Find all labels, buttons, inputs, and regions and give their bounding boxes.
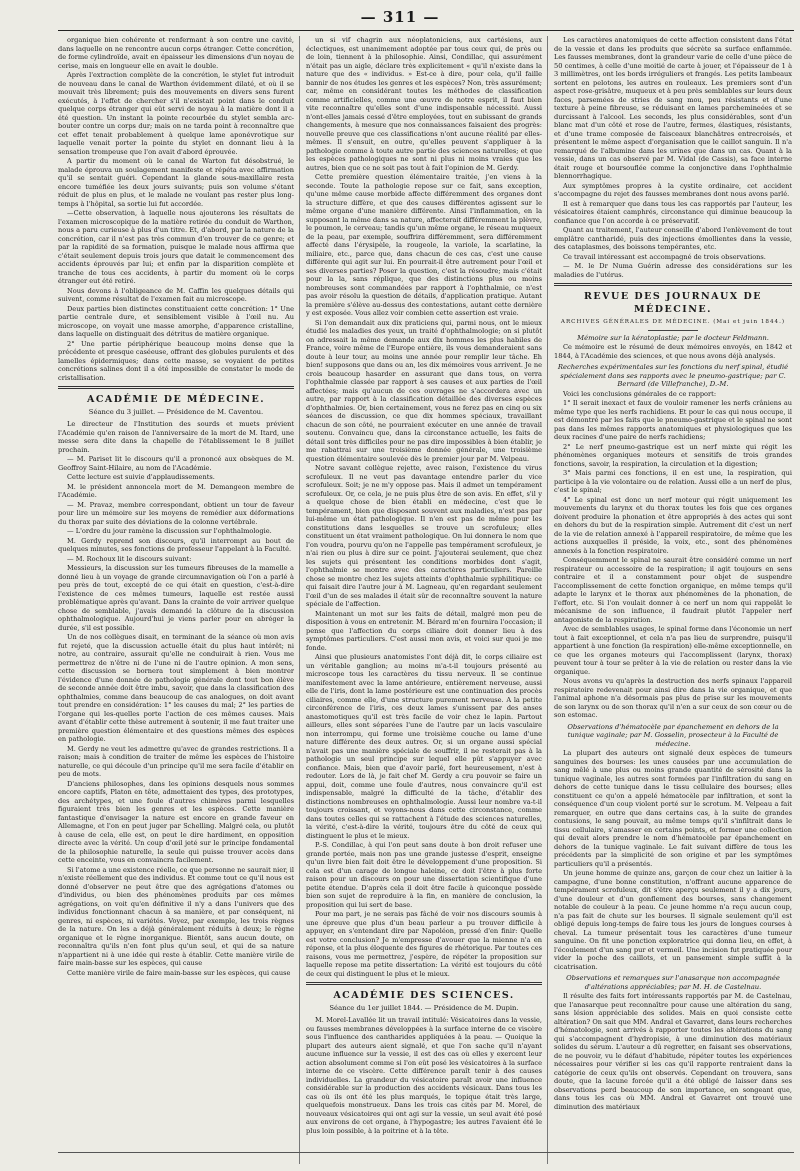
column-3-paragraphs-4 — [554, 749, 792, 971]
section-title: ACADÉMIE DES SCIENCES. — [333, 990, 515, 1001]
paragraph: un si vif chagrin aux néoplatoniciens, aux cartésiens, aux éclectiques, est unanimement adoptée par tous ceux qui, de près ou de loin, tiennent à la philosophie. Ainsi, Condillac, qui assurément n'était pas un aigle, déclare très explicitement « qu'il n'existe dans la nature que des « individus. » Est-ce à dire, pour cela, qu'il faille bannir de nos études les genres et les espèces? Non, très assurément; car, même en considérant toutes les méthodes de classification comme artificielles, comme une œuvre de notre esprit, il faut bien vite reconnaître qu'elles sont d'une indispensable nécessité. Aussi n'ont-elles jamais cessé d'être employées, tout en subissant de grands changements, à mesure que nos connaissances faisaient des progrès: nouvelle preuve que ces classifications n'ont aucune réalité par elles-mêmes. Il s'ensuit, en outre, qu'elles peuvent s'appliquer à la pathologie comme à toute autre partie des sciences naturelles; et que les espèces pathologiques ne sont ni plus ni moins vraies que les autres, bien que ce ne soit pas tout à fait l'opinion de M. Gerdy. — [306, 36, 542, 172]
paragraph: Nous avons vu qu'après la destruction des nerfs spinaux l'appareil respiratoire redevenait pour ainsi dire dans la vie organique, et que l'animal aphone n'a désormais pas plus de prise sur les mouvements de son larynx ou de son thorax qu'il n'en a sur ceux de son cœur ou de son estomac. — [554, 677, 792, 719]
paragraph: Un jeune homme de quinze ans, garçon de cour chez un laitier à la campagne, d'une bonne constitution, n'offrant aucune apparence de tempérament scrofuleux, dit s'être aperçu seulement il y a dix jours, d'une douleur et d'un gonflement des bourses, sans changement notable de couleur à la peau. Ce jeune homme n'a reçu aucun coup, n'a pas fait de chute sur les bourses. Il signale seulement qu'il est obligé depuis long-temps de faire tous les jours de longues courses à cheval. La tumeur présentait tous les caractères d'une tumeur sanguine. On fit une ponction exploratrice qui donna lieu, en effet, à l'écoulement d'un sang pur et vermeil. Une incision fut pratiquée pour vider la poche des caillots, et un pansement simple suffit à la cicatrisation. — [554, 869, 792, 971]
section-subtitle: Séance du 3 juillet. — Présidence de M. Caventou. — [88, 408, 264, 416]
column-2-paragraphs-2 — [306, 1016, 542, 1135]
paragraph: La plupart des auteurs ont signalé deux espèces de tumeurs sanguines des bourses: les unes causées par une accumulation de sang mêlé à une plus ou moins grande quantité de sérosité dans la tunique vaginale, les autres sont formées par l'infiltration du sang en dehors de cette tunique dans le tissu cellulaire des bourses; elles constituent ce qu'on a appelé hématocèle par infiltration, et sont la conséquence d'un coup violent porté sur le scrotum. M. Velpeau a fait remarquer, en outre que dans certains cas, à la suite de grandes contusions, le sang pouvait, au même temps qu'il s'infiltrait dans le tissu cellulaire, s'amasser en certains points, et former une collection qui devait alors prendre le nom d'hématocèle par épanchement en dehors de la tunique vaginale. Le fait suivant diffère de tous les précédents par la simplicité de son origine et par les symptômes particuliers qu'il a présentés. — [554, 749, 792, 868]
paragraph: D'anciens philosophes, dans les opinions desquels nous sommes encore captifs, Platon en tête, admettaient des types, des prototypes, des archétypes, et une foule d'autres chimères parmi lesquelles figuraient très bien les genres et les espèces. Cette manière fantastique d'envisager la nature est encore en grande faveur en Allemagne, et l'on en peut juger par Schelling. Malgré cela, ou plutôt à cause de cela, elle est, on peut le dire hardiment, en opposition directe avec la vérité. Un coup d'œil jeté sur le principe fondamental de la philosophie naturelle, la seule qui puisse trouver accès dans cette enceinte, vous en convaincra facilement. — [58, 779, 294, 864]
paragraph: Cette première question élémentaire traitée, j'en viens à la seconde. Toute la pathologie repose sur ce fait, sans exception, qu'une même cause morbide affecte différemment des organes dont la structure diffère, et que des causes différentes agissent sur le même organe d'une manière différente. Ainsi l'inflammation, en la supposant la même dans sa nature, affecterait différemment la plèvre, le poumon, le cerveau; tandis qu'un même organe, le réseau muqueux de la peau, par exemple, souffrira différemment, sera différemment affecté dans l'érysipèle, la rougeole, la variole, la scarlatine, la miliaire, etc., parce que, dans chacun de ces cas, c'est une cause différente qui agit sur lui. En pourrait-il être autrement pour l'œil et ses diverses parties? Poser la question, c'est la résoudre; mais c'était pour la la, sans réplique, que des distinctions plus ou moins nombreuses sont commandées par rapport à l'ophthalmie, ce n'est pas avoir résolu la question de détails, d'application pratique. Autant la première s'élève au-dessus des contestations, autant cette dernière y est exposée. Vous allez voir combien cette assertion est vraie. — [306, 173, 542, 317]
paragraph: A partir du moment où le canal de Warton fut désobstrué, le malade éprouva un soulagement manifeste et répéta avec affirmation qu'il se sentait guéri. Cependant la glande sous-maxillaire resta encore tuméfiée les deux jours suivants; puis son volume s'étant réduit de plus en plus, et le malade ne voulant pas rester plus long-temps à l'hôpital, sa sortie lui fut accordée. — [58, 157, 294, 208]
journal-heading: ARCHIVES GÉNÉRALES DE MÉDECINE. (Mai et juin 1844.) — [560, 319, 786, 325]
paragraph: Si l'atome a une existence réelle, ce que personne ne saurait nier, il n'existe réellement que des individus. Et comme tout ce qu'il nous est donné d'observer ne peut être que des agrégations d'atomes ou d'individus, ou bien des phénomènes produits par ces mêmes agrégations, on voit qu'en définitive il n'y a dans l'univers que des individus fonctionnant chacun à sa manière, et par conséquent, ni genres, ni espèces, ni variétés. Voyez, par exemple, les trois règnes de la nature. On les a déjà généralement réduits à deux; le règne organique et le règne inorganique. Bientôt, sans aucun doute, on reconnaîtra qu'ils n'en font plus qu'un seul, et qui de sa nature n'appartient ni à une idée qui reste à établir. Cette manière virile de faire main-basse sur les espèces, qui cause — [58, 865, 294, 967]
column-separator — [547, 36, 548, 1164]
paragraph: — M. Rochoux lit le discours suivant: — [67, 554, 192, 563]
paragraph: Ce travail intéressant est accompagné de trois observations. — [563, 252, 766, 261]
paragraph: Conséquemment le spinal ne saurait être considéré comme un nerf respirateur ou accessoire de la respiration; il agit toujours en sens contraire et il a constamment pour objet de suspendre l'accomplissement de cette fonction organique, en même temps qu'il adapte le larynx et le thorax aux phénomènes de la phonation, de l'effort, etc. Si l'on voulait donner à ce nerf un nom qui rappelât le mécanisme de son influence, il faudrait plutôt l'appeler nerf antagoniste de la respiration. — [554, 556, 792, 624]
paragraph: Cette manière virile de faire main-basse sur les espèces, qui cause — [67, 968, 291, 977]
column-1 — [58, 36, 294, 1164]
column-3-paragraphs-2 — [554, 343, 792, 360]
paragraph: Maintenant un mot sur les faits de détail, malgré mon peu de disposition à vous en entretenir. M. Bérard m'en fournira l'occasion; il pense que l'affection du corps ciliaire doit donner lieu à des symptômes particuliers. C'est aussi mon avis, et voici sur quoi je me fonde. — [306, 609, 542, 652]
paragraph: Cette lecture est suivie d'applaudissements. — [67, 473, 215, 481]
paragraph: Après l'extraction complète de la concrétion, le stylet fut introduit de nouveau dans le canal de Warthon évidemment dilaté, et où il se mouvait très librement; puis des mouvements en divers sens furent exécutés, à l'effet de chercher s'il n'existait point dans le conduit quelque corps étranger qui eût servi de noyau à la matière dont il a été question. Un instant la pointe recourbée du stylet sembla arc-bouter contre un corps dur; mais on ne tarda point à reconnaître que cet effet tenait probablement à quelque lame aponévrotique sur laquelle venait porter la pointe du stylet en donnant lieu à la sensation trompeuse que l'on avait d'abord éprouvée. — [58, 71, 294, 156]
paragraph: — M. le Dr Numa Guérin adresse des considérations sur les maladies de l'utérus. — [554, 262, 792, 279]
paragraph: Notre savant collègue rejette, avec raison, l'existence du virus scrofuleux. Il ne veut pas davantage entendre parler du vice scrofuleux. Soit; je ne m'y oppose pas. Mais il admet un tempérament scrofuleux. Or, ce cela, je ne puis plus être de son avis. En effet, s'il y a quelque chose de bien établi en médecine, c'est que le tempérament, bien que disposant souvent aux maladies, n'est pas par lui-même un état pathologique. Il n'en est pas de même pour les constitutions dans lesquelles se trouve un scrofuleux; elles constituent un état vraiment pathologique. On lui donnera le nom que l'on voudra, pourvu qu'on ne l'appelle pas tempérament scrofuleux, je n'ai rien ou plus à dire sur ce point. J'ajouterai seulement, que chez les sujets qui présentent les conditions morbides dont s'agit, l'ophthalmie se montre avec des caractères particuliers. Pareille chose se montre chez les sujets atteints d'ophthalmie syphilitique: ce qui faisait dire l'autre jour à M. Lagneau, qu'en regardant seulement l'œil d'un de ses malades il était sûr de reconnaître souvent la nature spéciale de l'affection. — [306, 464, 542, 608]
paragraph: 2° Le nerf pneumo-gastrique est un nerf mixte qui régit les phénomènes organiques moteurs et sensitifs de trois grandes fonctions, savoir, la respiration, la circulation et la digestion; — [554, 442, 792, 468]
article-heading: Observations et remarques sur l'anasarque non accompagnée d'altérations appréciables; par M. H. de Castelnau. — [566, 974, 780, 991]
paragraph: 2° Une partie périphérique beaucoup moins dense que la précédente et presque caséeuse, offrant des globules purulents et des lamelles épidermiques; dans cette masse, se voyaient de petites concrétions salines dont il a été impossible de constater le mode de cristallisation. — [58, 339, 294, 382]
section-divider — [58, 386, 294, 389]
paragraph: Messieurs, la discussion sur les tumeurs fibreuses de la mamelle a donné lieu à un voyage de grande circumnavigation où l'on a parlé à peu près de tout, excepté de ce qui était en question, c'est-à-dire l'existence de ces mêmes tumeurs, laquelle est restée aussi problématique après qu'avant. Dans la crainte de voir arriver quelque chose de semblable, j'avais demandé la clôture de la discussion ophthalmologique. Aujourd'hui je viens parler pour en abréger la durée, s'il est possible. — [58, 564, 294, 632]
paragraph: M. le président annoncela mort de M. Demangeon membre de l'Académie. — [58, 482, 294, 499]
section-divider — [306, 982, 542, 985]
paragraph: Avec de semblables usages, le spinal forme dans l'économie un nerf tout à fait exceptionnel, et cela n'a pas lieu de surprendre, puisqu'il appartient à une fonction (la respiration) elle-même exceptionnelle, en ce que les organes moteurs qui l'accomplissent (larynx, thorax) peuvent tour à tour se prêter à la vie de relation ou rester dans la vie organique. — [554, 625, 792, 676]
header-rule — [58, 30, 794, 31]
section-subtitle: Séance du 1er juillet 1844. — Présidence de M. Dupin. — [329, 1004, 519, 1012]
paragraph: Quant au traitement, l'auteur conseille d'abord l'enlèvement de tout emplâtre cantharidé, puis des injections émollientes dans la vessie, des cataplasmes, des boissons tempérantes, etc. — [554, 226, 792, 251]
paragraph: Un de nos collègues disait, en terminant de la séance où mon avis fut rejeté, que la discussion actuelle était du plus haut intérêt; ni notre, au contraire, assurait qu'elle ne conduirait à rien. Vous me permettrez de n'être ni de l'une ni de l'autre opinion. A mon sens, cette discussion se bornera tout simplement à bien montrer l'évidence d'une donnée de pathologie générale dont tout bon élève de seconde année doit être imbu, savoir, que dans la classification des ophthalmies, comme dans beaucoup de cas analogues, on doit avant tout prendre en considération: 1° les causes du mal; 2° les parties de l'organe qui les-quelles porte l'action de ces mêmes causes. Mais avant d'établir cette thèse autrement à soutenir, il me faut traiter une première question élémentaire et des questions mêmes des espèces en pathologie. — [58, 633, 294, 743]
page-number: — 311 — — [360, 8, 440, 26]
paragraph: M. Morel-Lavallée lit un travail intitulé: Vésicatoires dans la vessie, ou fausses membranes développées à la surface interne de ce viscère sous l'influence des cantharides appliquées à la peau. — Quoique la plupart des auteurs aient signalé, et que l'on sache qu'il n'ayant aucune influence sur la vessie, il est des cas où elles y exercent leur action absolument comme si l'on eût posé les vésicatoires à la surface interne de ce viscère. Cette différence paraît tenir à des causes individuelles. La grandeur du vésicatoire paraît avoir une influence considérable sur la production des accidents vésicaux. Dans tous les cas où ils ont été les plus marqués, le topique était très large, quelquefois monstrueux. Dans les trois cas cités par M. Morel, de nouveaux vésicatoires qui ont agi sur la vessie, un seul avait été posé aux environs de cet organe, à l'hypogastre; les autres l'avaient été le plus loin possible, à la poitrine et à la tête. — [306, 1016, 542, 1135]
paragraph: Il résulte des faits fort intéressants rapportés par M. de Castelnau, que l'anasarque peut reconnaître pour cause une altération du sang, sans lésion appréciable des solides. Mais en quoi consiste cette altération? On sait que MM. Andral et Gavarret, dans leurs recherches d'hématologie, sont arrivés à rapporter toutes les altérations du sang qui s'accompagnent d'hydropisie, à une diminution des matériaux solides du sérum. L'auteur a dû regretter, en faisant ses observations, de ne pouvoir, vu le défaut d'habitude, répéter toutes les expériences nécessaires pour vérifier si les cas qu'il rapporte rentraient dans la catégorie de ceux qu'ils ont observés. Cependant on trouvera, sans doute, que la lacune forcée qu'il a été obligé de laisser dans ses observations perd beaucoup de son importance, en songeant que, dans tous les cas où MM. Andral et Gavarret ont trouvé une diminution des matériaux — [554, 992, 792, 1111]
paragraph: Pour ma part, je ne serais pas fâché de voir nos discours soumis à une épreuve que plus d'un beau parleur a pu trouver difficile à appuyer, en s'entendant dire par Napoléon, pressé d'en finir: Quelle est votre conclusion? Je m'empresse d'avouer que la mienne n'a en réponse, et la plus éloquente des figures de rhétorique. Par toutes ces raisons, vous me permettrez, j'espère, de répéter la proposition sur laquelle repose ma petite dissertation: La vérité est toujours du côté de ceux qui distinguent le plus et le mieux. — [306, 910, 542, 978]
paragraph: — L'ordre du jour ramène la discussion sur l'ophthalmologie. — [67, 527, 272, 535]
paragraph: 1° Il serait inexact et faux de vouloir ramener les nerfs crâniens au même type que les nerfs rachidiens. Et pour le cas qui nous occupe, il est démontré par les faits que le pneumo-gastrique et le spinal ne sont pas dans les mêmes rapports anatomiques et physiologiques que les deux racines d'une paire de nerfs rachidiens; — [554, 399, 792, 441]
paragraph: Voici les conclusions générales de ce rapport: — [563, 389, 717, 398]
paragraph: Ce mémoire est le résumé de deux mémoires envoyés, en 1842 et 1844, à l'Académie des sciences, et que nous avons déjà analysés. — [554, 343, 792, 360]
paragraph: Les caractères anatomiques de cette affection consistent dans l'état de la vessie et dans les produits que sécrète sa surface enflammée. Les fausses membranes, dont la grandeur varie de celle d'une pièce de 50 centimes, à celle d'une moitié de carte à jouer, et l'épaisseur de 1 à 3 millimètres, ont les bords irréguliers et frangés. Les petits lambeaux sortent en pelotons, les autres en rouleaux. Les premiers sont d'un aspect rose-grisâtre, muqueux et à peu près semblables sur leurs deux faces, parsemées de stries de sang mou, peu résistants et d'une texture à peine fibreuse, se réduisant en lames parchemineées et se durcissant à l'alcool. Les seconds, les plus considérables, sont d'un blanc mat d'un côté et rose de l'autre, fermes, élastiques, résistants, et d'une trame composée de faisceaux blanchâtres entrecroisés, et présentent le même aspect d'organisation que le caillot sanguin. Il n'a remarqué de l'albumine dans les urines que dans un cas. Quant à la vessie, dans un cas observé par M. Vidal (de Cassis), sa face interne était rouge et boursouflée comme la conjonctive dans l'ophthalmie blennorrhagique. — [554, 36, 792, 180]
paragraph: — M. Pravaz, membre correspondant, obtient un tour de faveur pour lire un mémoire sur les moyens de remédier aux déformations du thorax par suite des déviations de la colonne vertébrale. — [58, 500, 294, 526]
column-3-paragraphs-3 — [554, 390, 792, 720]
paragraph: —Cette observation, à laquelle nous ajouterons les résultats de l'examen microscopique de la matière retirée du conduit de Warthon, nous a paru curieuse à plus d'un titre. Et, d'abord, par la nature de la concrétion, car il n'est pas très commun d'en trouver de ce genre; et par la rapidité de sa formation, puisque le malade nous affirma que c'était seulement depuis trois jours que datait le commencement des accidents éprouvés par lui; et enfin par la disparition complète et tranche de tous ces accidents, à partir du moment où le corps étranger eut été retiré. — [58, 209, 294, 285]
paragraph: Aux symptômes propres à la cystite ordinaire, cet accident s'accompagne du rejet des fausses membranes dont nous avons parlé. — [554, 181, 792, 198]
short-rule — [648, 330, 698, 331]
article-heading: Mémoire sur la kératoplastie; par le docteur Feldmann. — [577, 333, 769, 342]
column-1-paragraphs — [58, 36, 294, 382]
paragraph: Nous devons à l'obligeance de M. Caffin les quelques détails qui suivent, comme résultat de l'examen fait au microscope. — [58, 286, 294, 303]
paragraph: M. Gerdy reprend son discours, qu'il interrompt au bout de quelques minutes, ses fonctions de professeur l'appelant à la Faculté. — [58, 536, 294, 553]
paragraph: Deux parties bien distinctes constituaient cette concrétion: 1° Une partie centrale dure, et sensiblement visible à l'œil nu. Au microscope, on voyait une masse amorphe, d'apparence cristalline, dans laquelle on distinguait des détritus de matière organique. — [58, 304, 294, 338]
article-heading: Recherches expérimentales sur les fonctions du nerf spinal, étudié spécialement dans ses rapports avec le pneumo-gastrique; par C. Bernard (de Villefranche), D.-M. — [557, 363, 789, 388]
section-title: ACADÉMIE DE MÉDECINE. — [86, 394, 266, 405]
section-title: REVUE DES JOURNAUX DE MÉDECINE. — [584, 291, 762, 315]
section-divider — [554, 283, 792, 286]
paragraph: Ainsi que plusieurs anatomistes l'ont déjà dit, le corps ciliaire est un véritable ganglion; au moins m'a-t-il toujours présenté au microscope tous les caractères du tissu nerveux. Il se continue manifestement avec la lame antérieure, entièrement nerveuse, aussi elle de l'iris, dont la lame postérieure est une continuation des procès ciliaires, comme elle, d'une structure purement nerveuse. A la petite circonférence de l'iris, ces deux lames s'unissent par des anses anastomotiques qu'il est très facile de voir chez le lapin. Partout ailleurs, elles sont séparées l'une de l'autre par un lacis vasculaire non interrompu, qui forme une troisième couche ou lame d'une nature différente des deux autres. Or, si un organe aussi spécial n'avait pas une manière spéciale de souffrir, il ne resterait pas à la pathologie un seul principe sur lequel elle pût s'appuyer avec confiance. Mais, bien que d'avoir parlé, fort heureusement, n'est à redouter. Lors de là, je fait chef M. Gerdy a cru pouvoir se faire un appui, doit, comme une foule d'autres, nous convaincre qu'il est indispensable, malgré la difficulté de la tâche, d'établir des distinctions nombreuses en ophthalmologie. Aussi leur nombre va-t-il toujours croissant, et voyons-nous dans cette circonstance, comme dans toutes celles qui se rattachent à l'étude des sciences naturelles, la vérité, c'est-à-dire la vérité, toujours être du côté de ceux qui distinguent le plus et le mieux. — [306, 653, 542, 840]
column-3-paragraphs-5 — [554, 992, 792, 1111]
column-1-paragraphs-2 — [58, 420, 294, 977]
column-3-paragraphs — [554, 36, 792, 279]
paragraph: P.-S. Condillac, à qui l'on peut sans doute à bon droit refuser une grande portée, mais non pas une grande justesse d'esprit, enseigne qu'un livre bien fait doit être le développement d'une proposition. Si cela est d'un carage de longue haleine, ce doit l'être à plus forte raison pour un discours on pour une dissertation scientifique d'une petite étendue. D'après cela il doit être facile à quiconque possède bien son sujet de reproduire à la fin, en manière de conclusion, la proposition qui lui sert de base. — [306, 841, 542, 909]
paragraph: — M. Pariset lit le discours qu'il a prononcé aux obsèques de M. Geoffroy Saint-Hilaire, au nom de l'Académie. — [58, 455, 294, 472]
paragraph: Si l'on demandait aux dix praticiens qui, parmi nous, ont le mieux étudié les maladies des yeux, un traité d'ophthalmologie; on si plutôt on adressait la même demande aux dix hommes les plus habiles de France, voire même de l'Europe entière, ils vous demanderaient sans doute à leur tour, au moins une année pour remplir leur tâche. Eh bien! supposons que dans ou an, les dix mémoires vous arrivent. Je ne crois beaucoup hasarder en assurant que dans tous, on verra l'ophthalmie classée par rapport à ses causes et aux parties de l'œil affectées; mais qu'aucun de ces ouvrages ne s'accordera avec un autre, par rapport à la classification détaillée des diverses espèces d'ophthalmies. Or, bien certainement, vous ne ferez pas en cinq ou six séances de discussion, ce que dix hommes spéciaux, travaillant chacun de son côté, ne pourraient exécuter en une année de travail soutenu. Convaincu que, dans la circonstance actuelle, les faits de détail sont très difficiles pour ne pas dire impossibles à bien établir, je me rabattrai sur une troisième donnée générale, une troisième question élémentaire soulevée dès le premier jour par M. Velpeau. — [306, 318, 542, 463]
paragraph: organique bien cohérente et renfermant à son centre une cavité, dans laquelle on ne rencontre aucun corps étranger. Cette concrétion, de forme cylindroïde, avait en épaisseur les dimensions d'un noyau de cerise, mais en longueur elle en avait le double. — [58, 36, 294, 70]
footer-rule — [58, 1152, 794, 1167]
paragraph: M. Gerdy ne veut les admettre qu'avec de grandes restrictions. Il a raison; mais à condition de traiter de même les espèces de l'histoire naturelle, ce qui découle d'un principe qu'il me sera facile d'établir en peu de mots. — [58, 744, 294, 778]
paragraph: 4° Le spinal est donc un nerf moteur qui régit uniquement les mouvements du larynx et du thorax toutes les fois que ces organes doivent produire la phonation et être appropriés à des actes qui sont en dehors du but de la respiration simple. Autrement dit c'est un nerf de la vie de relation annexé à l'appareil respiratoire, de même que les actions auxquelles il préside, la voix, etc., sont des phénomènes annexés à la fonction respiratoire. — [554, 495, 792, 555]
paragraph: 3° Mais parmi ces fonctions, il en est une, la respiration, qui participe à la vie volontaire ou de relation. Aussi elle a un nerf de plus, c'est le spinal; — [554, 469, 792, 494]
column-2 — [306, 36, 542, 1164]
column-3 — [554, 36, 792, 1164]
paragraph: Il est à remarquer que dans tous les cas rapportés par l'auteur, les vésicatoires étaient camphrés, circonstance qui diminue beaucoup la confiance que l'on accorde à ce préservatif. — [554, 199, 792, 225]
paragraph: Le directeur de l'Institution des sourds et muets prévient l'Académie qu'en raison de l'anniversaire de la mort de M. Itard, une messe sera dite dans la chapelle de l'établissement le 8 juillet prochain. — [58, 420, 294, 454]
article-heading: Observations d'hématocèle par épanchement en dehors de la tunique vaginale; par M. Gosselin, prosecteur à la Faculté de médecine. — [567, 722, 779, 748]
column-2-paragraphs — [306, 36, 542, 978]
column-separator — [299, 36, 300, 1164]
